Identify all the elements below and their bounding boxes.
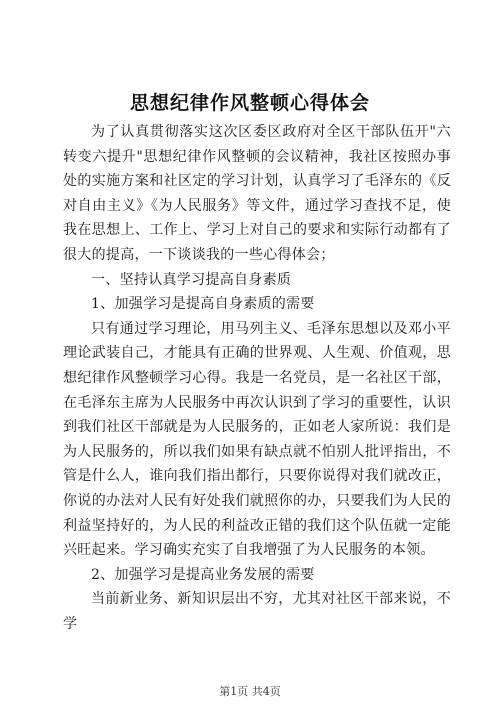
paragraph-study-theory: 只有通过学习理论，用马列主义、毛泽东思想以及邓小平理论武装自己，才能具有正确的世界观、人生观、价值观，思想纪律作风整顿学习心得。我是一名党员，是一名社区干部，在毛泽东主席为人民服务中再次认识到了学习的重要性，认识到我们社区干部就是为人民服务的，正如老人家所说：我们是为人民服务的，所以我们如果有缺点就不怕别人批评指出，不管是什么人，谁向我们指出都行，只要你说得对我们就改正，你说的办法对人民有好处我们就照你的办，只要我们为人民的利益坚持好的，为人民的利益改正错的我们这个队伍就一定能兴旺起来。学习确实充实了自我增强了为人民服务的本领。 bbox=[63, 320, 451, 559]
document-body bbox=[63, 120, 451, 636]
subsection-heading-2: 2、加强学习是提高业务发展的需要 bbox=[91, 566, 315, 583]
section-heading-1: 一、坚持认真学习提高自身素质 bbox=[91, 271, 292, 288]
paragraph-new-business: 当前新业务、新知识层出不穷，尤其对社区干部来说，不学 bbox=[63, 591, 451, 632]
paragraph-intro: 为了认真贯彻落实这次区委区政府对全区干部队伍开"六转变六提升"思想纪律作风整顿的会议精神，我社区按照办事处的实施方案和社区定的学习计划，认真学习了毛泽东的《反对自由主义》《为人民服务》等文件，通过学习查找不足，使我在思想上、工作上、学习上对自己的要求和实际行动都有了很大的提高，一下谈谈我的一些心得体会； bbox=[63, 124, 451, 263]
document-title: 思想纪律作风整顿心得体会 bbox=[129, 92, 370, 114]
page-footer: 第1页 共4页 bbox=[219, 685, 281, 698]
subsection-heading-1: 1、加强学习是提高自身素质的需要 bbox=[91, 296, 315, 313]
